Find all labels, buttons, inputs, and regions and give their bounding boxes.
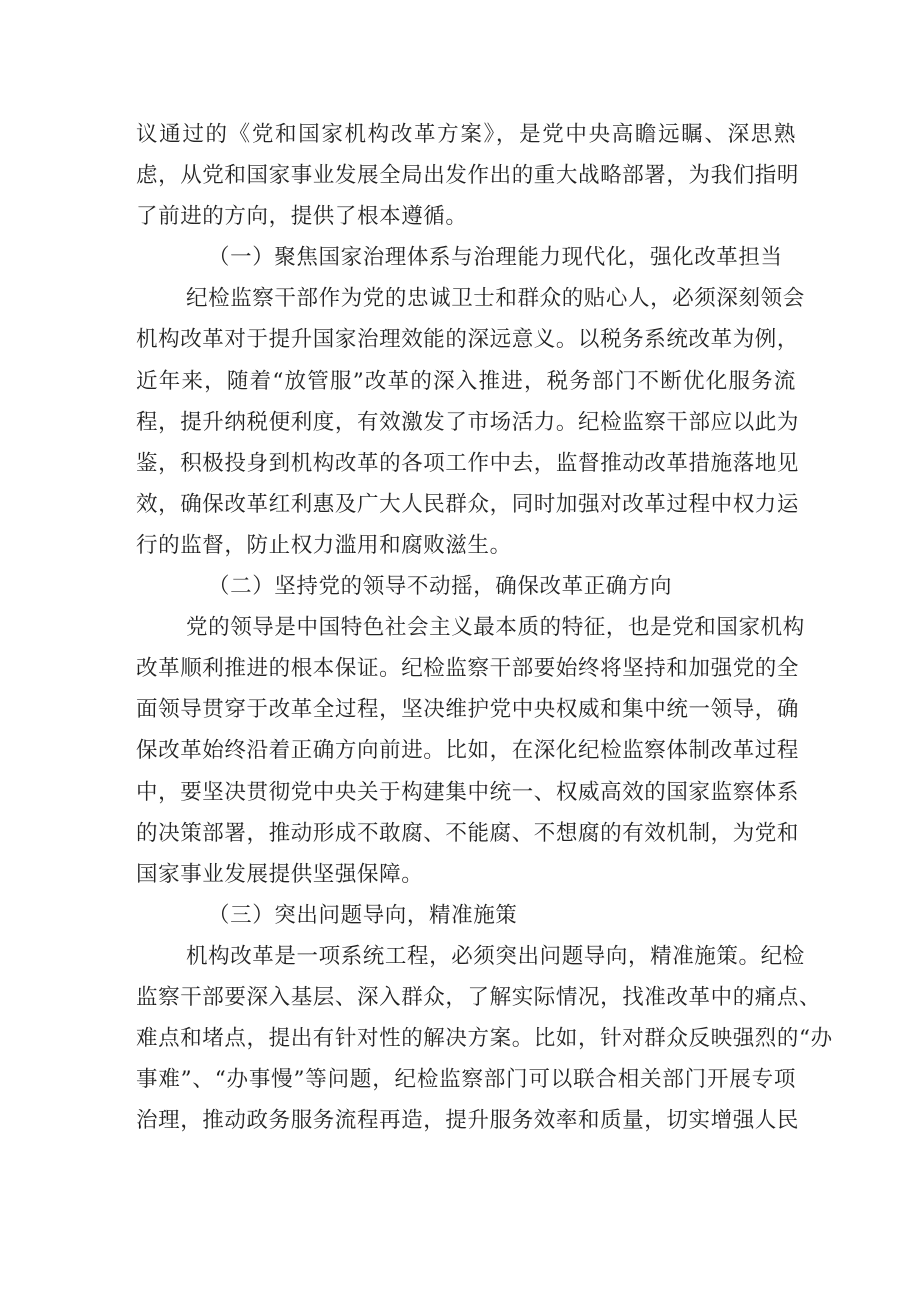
paragraph-line: 机构改革对于提升国家治理效能的深远意义。以税务系统改革为例， [136,327,800,353]
paragraph-line: 了前进的方向，提供了根本遵循。 [136,204,468,230]
paragraph-line: 议通过的《党和国家机构改革方案》，是党中央高瞻远瞩、深思熟 [136,122,796,147]
paragraph-line: 虑，从党和国家事业发展全局出发作出的重大战略部署，为我们指明 [136,163,800,189]
section-heading-2: （二）坚持党的领导不动摇，确保改革正确方向 [208,574,673,600]
paragraph-line: 程，提升纳税便利度，有效激发了市场活力。纪检监察干部应以此为 [136,409,800,435]
section-heading-1: （一）聚焦国家治理体系与治理能力现代化，强化改革担当 [208,245,783,271]
paragraph-line: 效，确保改革红利惠及广大人民群众，同时加强对改革过程中权力运 [136,491,800,517]
paragraph-line: 纪检监察干部作为党的忠诚卫士和群众的贴心人，必须深刻领会 [186,286,805,312]
paragraph-line: 的决策部署，推动形成不敢腐、不能腐、不想腐的有效机制，为党和 [136,820,800,846]
paragraph-line: 监察干部要深入基层、深入群众，了解实际情况，找准改革中的痛点、 [136,984,822,1010]
paragraph-line: 近年来，随着“放管服”改革的深入推进，税务部门不断优化服务流 [136,368,796,394]
paragraph-line: 面领导贯穿于改革全过程，坚决维护党中央权威和集中统一领导，确 [136,697,800,723]
paragraph-line: 中，要坚决贯彻党中央关于构建集中统一、权威高效的国家监察体系 [136,779,800,805]
document-body [136,114,833,1141]
paragraph-line: 机构改革是一项系统工程，必须突出问题导向，精准施策。纪检 [186,943,805,969]
paragraph-line: 行的监督，防止权力滥用和腐败滋生。 [136,532,512,558]
paragraph-line: 国家事业发展提供坚强保障。 [136,861,424,887]
paragraph-line: 保改革始终沿着正确方向前进。比如，在深化纪检监察体制改革过程 [136,738,800,764]
paragraph-line: 事难”、“办事慢”等问题，纪检监察部门可以联合相关部门开展专项 [136,1067,796,1093]
paragraph-line: 治理，推动政务服务流程再造，提升服务效率和质量，切实增强人民 [136,1108,800,1134]
section-heading-3: （三）突出问题导向，精准施策 [208,902,518,928]
paragraph-line: 改革顺利推进的根本保证。纪检监察干部要始终将坚持和加强党的全 [136,656,800,682]
paragraph-line: 鉴，积极投身到机构改革的各项工作中去，监督推动改革措施落地见 [136,450,800,476]
paragraph-line: 党的领导是中国特色社会主义最本质的特征，也是党和国家机构 [186,615,805,641]
paragraph-line: 难点和堵点，提出有针对性的解决方案。比如，针对群众反映强烈的“办 [136,1026,833,1052]
